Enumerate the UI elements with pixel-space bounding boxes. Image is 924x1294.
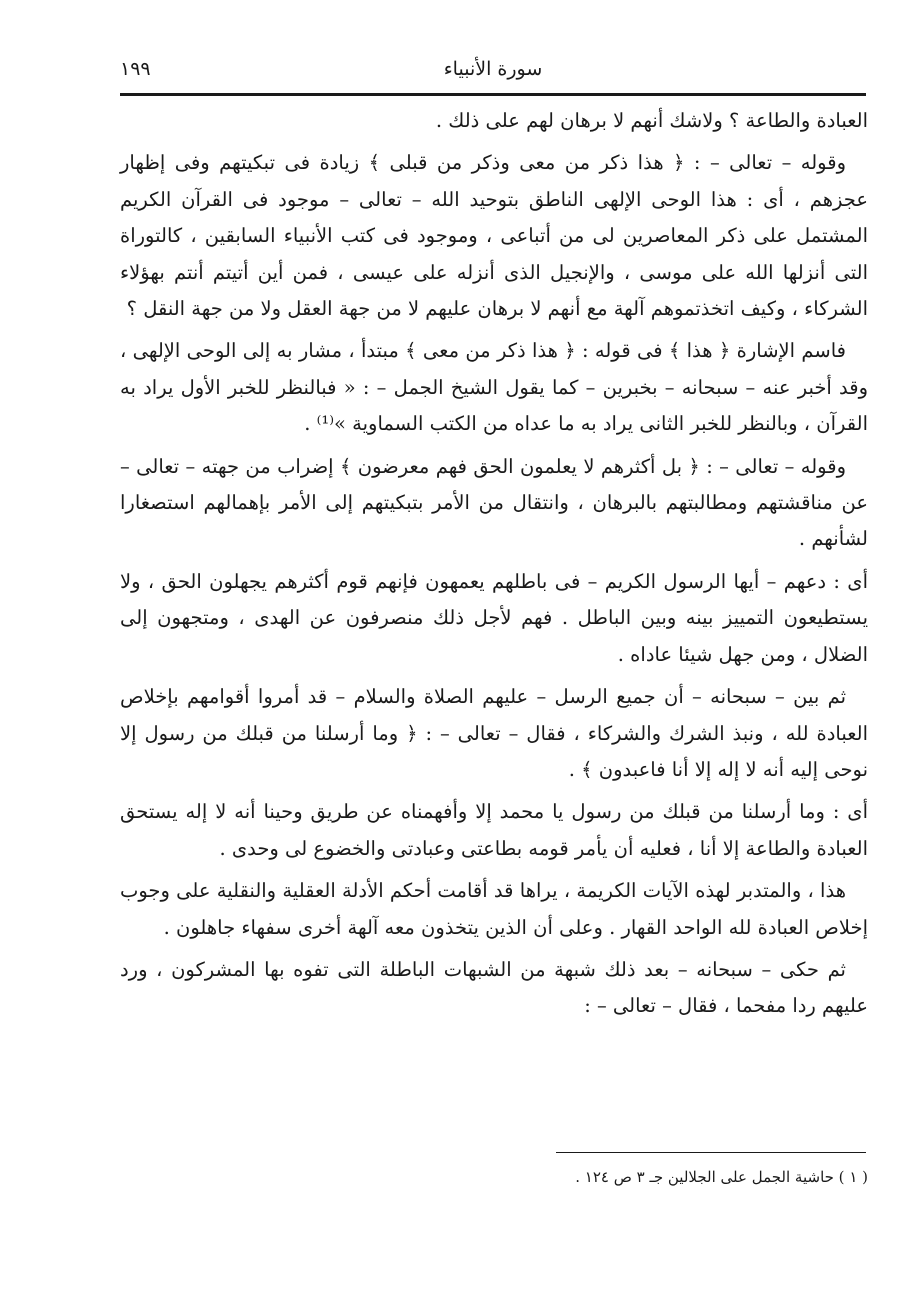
paragraph: وقوله – تعالى – : ﴿ هذا ذكر من معى وذكر من قبلى ﴾ زيادة فى تبكيتهم وفى إظهار عجزهم ، أى : هذا الوحى الإلهى الناطق بتوحيد الله – تعالى – موجود فى القرآن الكريم المشتمل على ذكر المعاصرين لى من أتباعى ، وموجود فى كتب الأنبياء السابقين ، كالتوراة التى أنزلها الله على موسى ، والإنجيل الذى أنزله على عيسى ، فمن أين أتيتم أنتم بهؤلاء الشركاء ، وكيف اتخذتموهم آلهة مع أنهم لا برهان عليهم لا من جهة العقل ولا من جهة النقل ؟ [120, 151, 868, 321]
surah-title: سورة الأنبياء [443, 58, 543, 80]
page-body [120, 103, 868, 1031]
paragraph: ثم حكى – سبحانه – بعد ذلك شبهة من الشبهات الباطلة التى تفوه بها المشركون ، ورد عليهم ردا مفحما ، فقال – تعالى – : [120, 957, 868, 1018]
paragraph: أى : وما أرسلنا من قبلك من رسول يا محمد إلا وأفهمناه عن طريق وحينا أنه لا إله يستحق العبادة والطاعة إلا أنا ، فعليه أن يأمر قومه بطاعتى وعبادتى والخضوع لى وحدى . [120, 800, 868, 860]
paragraph: أى : دعهم – أيها الرسول الكريم – فى باطلهم يعمهون فإنهم قوم أكثرهم يجهلون الحق ، ولا يستطيعون التمييز بينه وبين الباطل . فهم لأجل ذلك منصرفون عن الهدى ، ومتجهون إلى الضلال ، ومن جهل شيئا عاداه . [120, 569, 868, 666]
page-number: ١٩٩ [120, 58, 151, 80]
paragraph: العبادة والطاعة ؟ ولاشك أنهم لا برهان لهم على ذلك . [435, 109, 868, 132]
paragraph: ثم بين – سبحانه – أن جميع الرسل – عليهم الصلاة والسلام – قد أمروا أقوامهم بإخلاص العبادة لله ، ونبذ الشرك والشركاء ، فقال – تعالى – : ﴿ وما أرسلنا من قبلك من رسول إلا نوحى إليه أنه لا إله إلا أنا فاعبدون ﴾ . [120, 685, 868, 781]
paragraph: وقوله – تعالى – : ﴿ بل أكثرهم لا يعلمون الحق فهم معرضون ﴾ إضراب من جهته – تعالى – عن مناقشتهم ومطالبتهم بالبرهان ، وانتقال من الأمر بتبكيتهم إلى الأمر بإهمالهم استصغارا لشأنهم . [120, 454, 868, 551]
header-rule [120, 93, 866, 96]
paragraph: فاسم الإشارة ﴿ هذا ﴾ فى قوله : ﴿ هذا ذكر من معى ﴾ مبتدأ ، مشار به إلى الوحى الإلهى ، وقد أخبر عنه – سبحانه – بخبرين – كما يقول الشيخ الجمل – : « فبالنظر للخبر الأول يراد به القرآن ، وبالنظر للخبر الثانى يراد به ما عداه من الكتب السماوية »⁽¹⁾ . [120, 339, 868, 436]
page-header [120, 52, 866, 92]
footnote: ( ١ ) حاشية الجمل على الجلالين جـ ٣ ص ١٢٤ . [575, 1168, 868, 1186]
footnote-rule [556, 1152, 866, 1153]
paragraph: هذا ، والمتدبر لهذه الآيات الكريمة ، يراها قد أقامت أحكم الأدلة العقلية والنقلية على وجوب إخلاص العبادة لله الواحد القهار . وعلى أن الذين يتخذون معه آلهة أخرى سفهاء جاهلون . [120, 879, 868, 939]
